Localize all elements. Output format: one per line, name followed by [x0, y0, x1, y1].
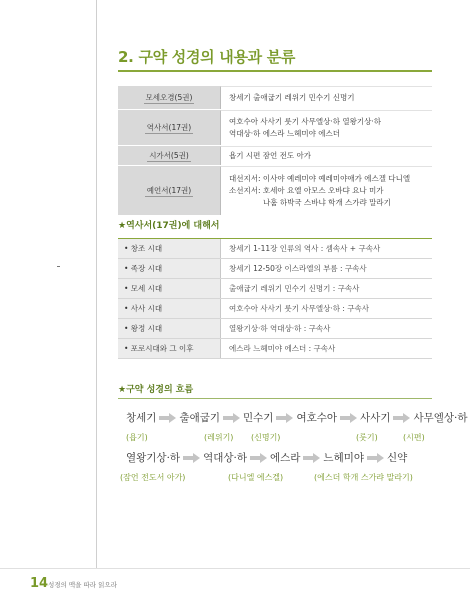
title-underline	[118, 70, 432, 72]
flow-book: 에스라	[269, 452, 301, 464]
footer-book-title: 성경의 맥을 따라 읽으라	[48, 581, 117, 589]
history-row	[118, 259, 432, 279]
flow-note: (잠언 전도서 아가)	[120, 473, 186, 482]
right-arrow-icon	[276, 413, 293, 423]
flow-book: 출애굽기	[179, 412, 221, 424]
left-margin-band	[0, 0, 96, 568]
right-arrow-icon	[340, 413, 357, 423]
flow-note: (시편)	[403, 433, 425, 442]
flow-note: (룻기)	[356, 433, 378, 442]
flow-row-2	[126, 450, 407, 465]
classification-row	[118, 166, 432, 216]
era-cell: • 모세 시대	[118, 279, 220, 298]
history-row	[118, 239, 432, 259]
classification-row	[118, 110, 432, 146]
flow-note: (에스더 학개 스가랴 말라기)	[314, 473, 413, 482]
history-table	[118, 238, 432, 359]
books-line: 여호수아 사사기 룻기 사무엘상·하 열왕기상·하	[229, 117, 381, 126]
history-row	[118, 299, 432, 319]
history-row	[118, 279, 432, 299]
history-row	[118, 319, 432, 339]
flow-heading-rule	[118, 398, 432, 399]
flow-row-1	[126, 410, 468, 425]
flow-book: 역대상·하	[203, 452, 247, 464]
era-cell: • 사사 시대	[118, 299, 220, 318]
flow-note: (레위기)	[204, 433, 234, 442]
flow-book: 열왕기상·하	[126, 452, 181, 464]
books-line: 소선지서: 호세아 요엘 아모스 오바댜 요나 미가	[229, 186, 384, 195]
books-line: 나훔 하박국 스바냐 학개 스가랴 말라기	[263, 198, 391, 207]
category-label: 예언서(17권)	[146, 185, 192, 195]
books-line: 대선지서: 이사야 예레미야 예레미야애가 에스겔 다니엘	[229, 174, 411, 183]
flow-book: 사사기	[360, 412, 391, 424]
history-row	[118, 339, 432, 359]
section-title: 2. 구약 성경의 내용과 분류	[118, 48, 296, 66]
category-cell	[118, 86, 220, 109]
era-cell: • 왕정 시대	[118, 319, 220, 338]
category-cell	[118, 110, 220, 145]
flow-note: (다니엘 에스겔)	[228, 473, 284, 482]
right-arrow-icon	[223, 413, 240, 423]
right-arrow-icon	[183, 453, 200, 463]
page-number: 14	[30, 576, 49, 591]
category-label: 모세오경(5권)	[145, 92, 193, 102]
flow-book: 민수기	[243, 412, 274, 424]
flow-book: 느헤미야	[323, 452, 364, 464]
right-arrow-icon	[250, 453, 267, 463]
flow-book: 신약	[387, 452, 408, 464]
right-arrow-icon	[393, 413, 410, 423]
category-cell	[118, 146, 220, 165]
desc-cell: 창세기 1-11장 인류의 역사 : 셈속사 + 구속사	[220, 239, 432, 258]
flow-note: (욥기)	[126, 433, 148, 442]
books-cell	[220, 166, 432, 215]
classification-table	[118, 86, 432, 216]
flow-book: 창세기	[126, 412, 157, 424]
flow-note: (신명기)	[251, 433, 281, 442]
books-line: 창세기 출애굽기 레위기 민수기 신명기	[229, 93, 355, 102]
books-cell	[220, 110, 432, 145]
category-label: 역사서(17권)	[146, 122, 192, 132]
books-line: 욥기 시편 잠언 전도 아가	[229, 151, 311, 160]
era-cell: • 창조 시대	[118, 239, 220, 258]
era-cell: • 족장 시대	[118, 259, 220, 278]
margin-tick	[57, 266, 60, 267]
desc-cell: 출애굽기 레위기 민수기 신명기 : 구속사	[220, 279, 432, 298]
history-heading: ★역사서(17권)에 대해서	[118, 221, 220, 231]
classification-row	[118, 86, 432, 110]
flow-heading: ★구약 성경의 흐름	[118, 385, 194, 395]
books-cell	[220, 86, 432, 109]
right-arrow-icon	[159, 413, 176, 423]
desc-cell: 에스라 느헤미야 에스더 : 구속사	[220, 339, 432, 358]
right-arrow-icon	[367, 453, 384, 463]
footer-rule	[0, 568, 470, 569]
era-cell: • 포로시대와 그 이후	[118, 339, 220, 358]
desc-cell: 창세기 12-50장 이스라엘의 부름 : 구속사	[220, 259, 432, 278]
category-label: 시가서(5권)	[149, 150, 189, 160]
flow-book: 사무엘상·하	[413, 412, 468, 424]
books-line: 역대상·하 에스라 느헤미야 에스더	[229, 129, 340, 138]
desc-cell: 여호수아 사사기 룻기 사무엘상·하 : 구속사	[220, 299, 432, 318]
books-cell	[220, 146, 432, 165]
desc-cell: 열왕기상·하 역대상·하 : 구속사	[220, 319, 432, 338]
right-arrow-icon	[303, 453, 320, 463]
classification-row	[118, 146, 432, 166]
category-cell	[118, 166, 220, 215]
flow-book: 여호수아	[296, 412, 338, 424]
left-margin-rule	[96, 0, 97, 568]
